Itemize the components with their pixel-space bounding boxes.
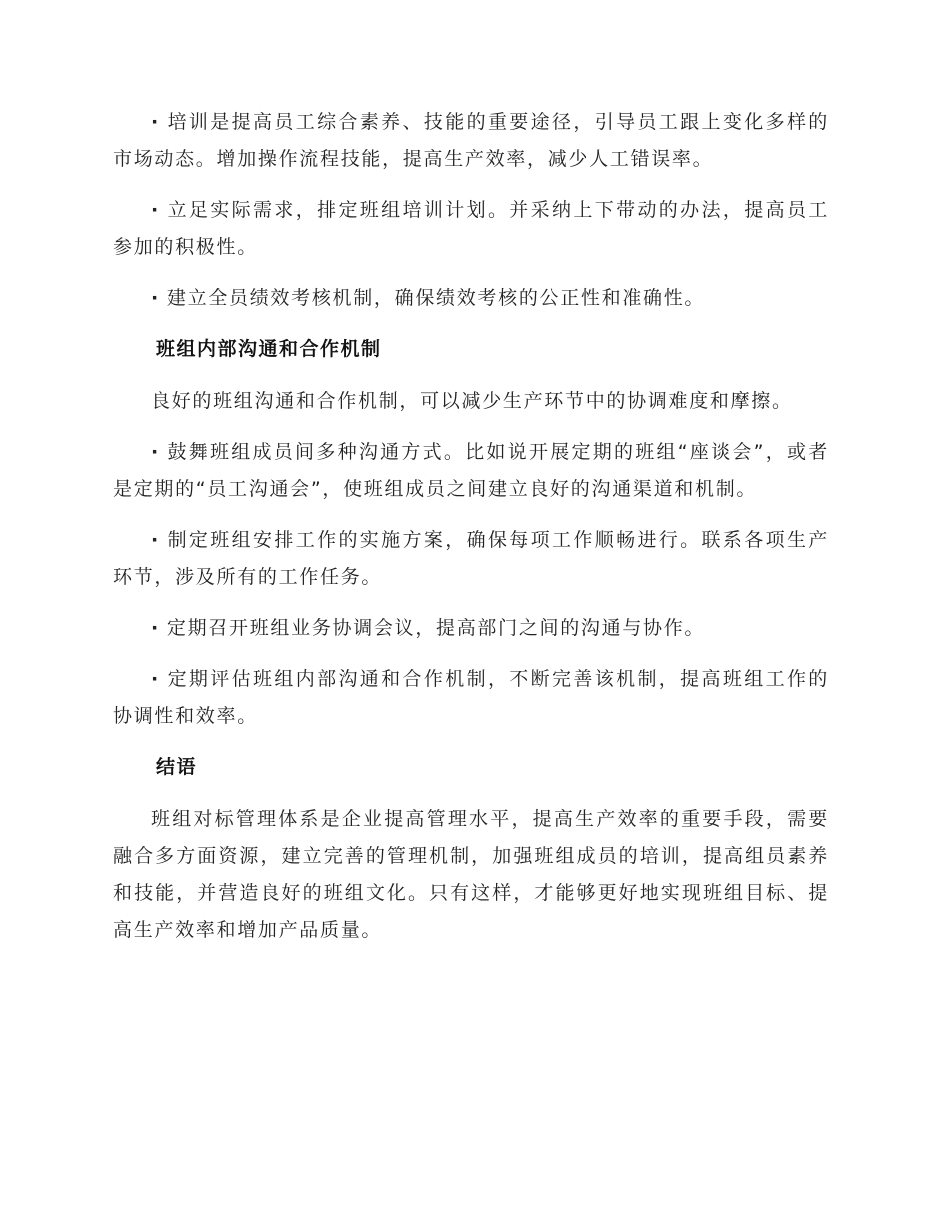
training-bullet-2 [113,192,829,266]
bullet-text: 定期召开班组业务协调会议，提高部门之间的沟通与协作。 [166,617,706,639]
bullet-dot: · [151,529,160,551]
bullet-dot: · [151,668,160,690]
communication-bullet-4 [113,661,829,735]
bullet-text: 培训是提高员工综合素养、技能的重要途径，引导员工跟上变化多样的市场动态。增加操作流程技能，提高生产效率，减少人工错误率。 [113,111,829,170]
bullet-text: 鼓舞班组成员间多种沟通方式。比如说开展定期的班组“座谈会”，或者是定期的“员工沟通会”，使班组成员之间建立良好的沟通渠道和机制。 [113,441,829,500]
bullet-dot: · [151,287,160,309]
bullet-text: 建立全员绩效考核机制，确保绩效考核的公正性和准确性。 [166,287,706,309]
bullet-dot: · [151,111,160,133]
communication-bullet-1 [113,434,829,508]
document-page [113,104,829,963]
section-heading-conclusion: 结语 [156,756,198,778]
bullet-text: 定期评估班组内部沟通和合作机制，不断完善该机制，提高班组工作的协调性和效率。 [113,668,829,727]
communication-bullet-3 [113,610,829,647]
training-bullet-3 [113,280,829,317]
section-heading-communication: 班组内部沟通和合作机制 [156,338,382,360]
communication-intro: 良好的班组沟通和合作机制，可以减少生产环节中的协调难度和摩擦。 [151,390,793,412]
training-bullet-1 [113,104,829,178]
communication-bullet-2 [113,522,829,596]
conclusion-body: 班组对标管理体系是企业提高管理水平，提高生产效率的重要手段，需要融合多方面资源，建立完善的管理机制，加强班组成员的培训，提高组员素养和技能，并营造良好的班组文化。只有这样，才能够更好地实现班组目标、提高生产效率和增加产品质量。 [113,808,829,941]
bullet-dot: · [151,617,160,639]
bullet-text: 立足实际需求，排定班组培训计划。并采纳上下带动的办法，提高员工参加的积极性。 [113,199,829,258]
bullet-text: 制定班组安排工作的实施方案，确保每项工作顺畅进行。联系各项生产环节，涉及所有的工作任务。 [113,529,829,588]
bullet-dot: · [151,199,160,221]
bullet-dot: · [151,441,160,463]
